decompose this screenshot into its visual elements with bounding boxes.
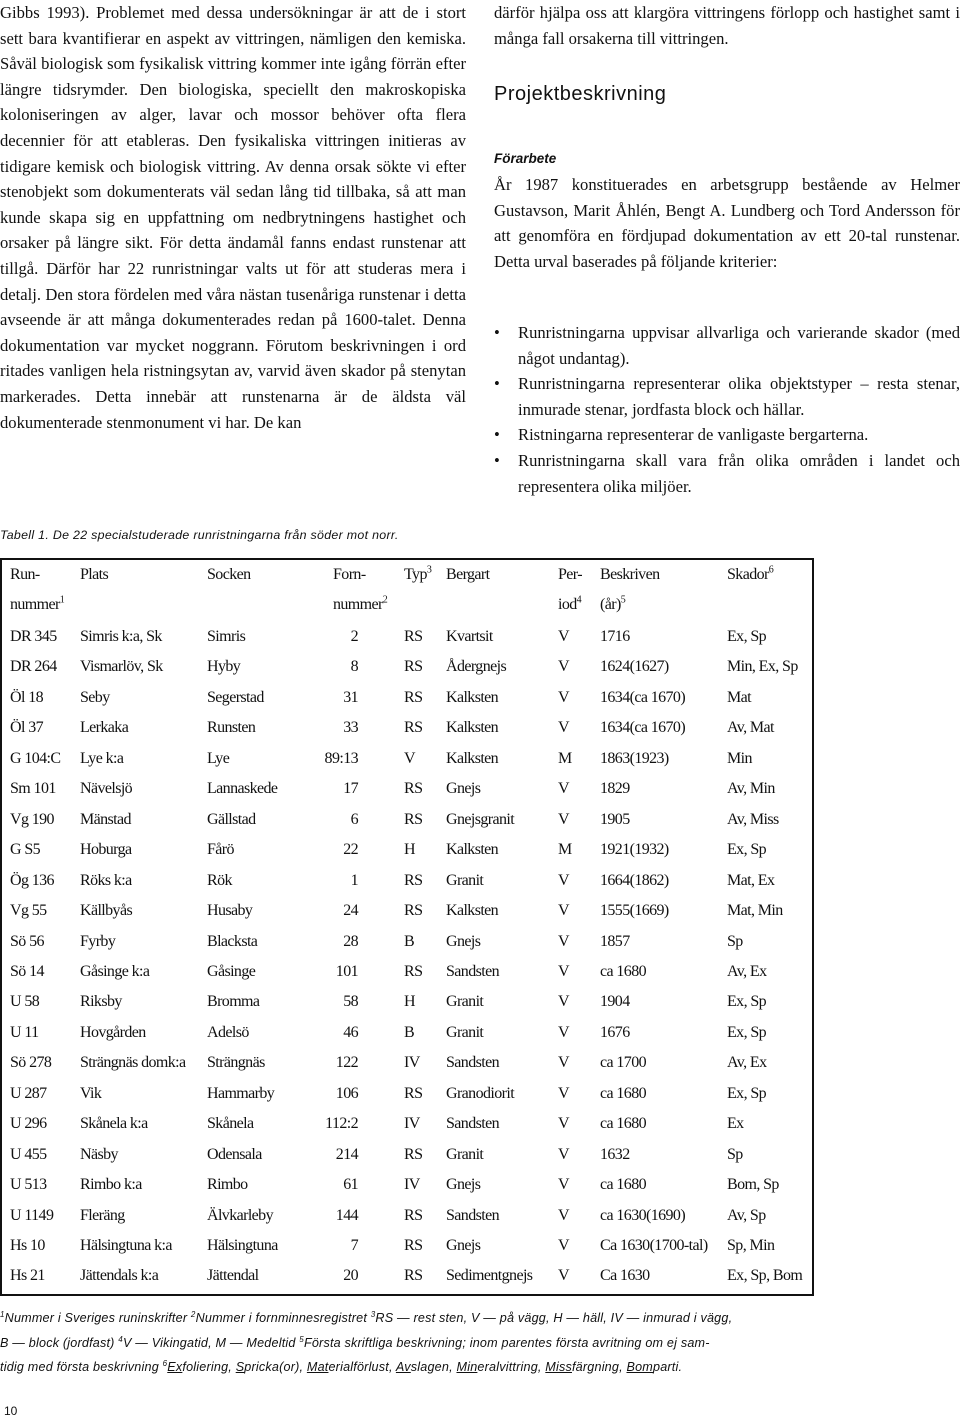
cell-socken: Rök (207, 871, 232, 889)
cell-fornnummer: 122 (335, 1054, 358, 1072)
cell-socken: Skånela (207, 1115, 254, 1133)
cell-skador: Av, Ex (727, 1054, 767, 1072)
cell-fornnummer: 31 (343, 688, 358, 706)
header-skador: Skador$^6$ (727, 564, 774, 583)
cell-bergart: Gnejsgranit (446, 810, 515, 828)
cell-runnummer: U 455 (10, 1145, 47, 1163)
table-row (2, 1231, 812, 1261)
table-row (2, 1018, 812, 1048)
cell-period: V (558, 688, 569, 706)
cell-beskriven: ca 1680 (600, 962, 647, 980)
cell-fornnummer: 58 (343, 993, 358, 1011)
cell-beskriven: 1634(ca 1670) (600, 719, 686, 737)
cell-beskriven: ca 1700 (600, 1054, 647, 1072)
cell-skador: Ex, Sp (727, 628, 767, 645)
cell-typ: RS (404, 1145, 423, 1163)
cell-typ: V (404, 749, 415, 767)
cell-bergart: Kvartsit (446, 628, 493, 645)
cell-typ: B (404, 1023, 415, 1041)
cell-beskriven: 1829 (600, 780, 630, 798)
header-typ: Typ$^3$ (404, 564, 432, 583)
cell-socken: Simris (207, 628, 246, 645)
cell-bergart: Granit (446, 871, 484, 889)
subsection-heading: Förarbete (494, 151, 557, 166)
cell-fornnummer: 106 (335, 1084, 358, 1102)
cell-runnummer: G S5 (10, 841, 41, 859)
cell-plats: Mänstad (80, 810, 131, 828)
cell-period: V (558, 1267, 569, 1285)
cell-beskriven: 1857 (600, 932, 630, 950)
cell-period: V (558, 719, 569, 737)
cell-typ: H (404, 993, 415, 1011)
table-row (2, 835, 812, 865)
cell-period: V (558, 871, 569, 889)
cell-bergart: Granodiorit (446, 1084, 515, 1102)
cell-fornnummer: 46 (343, 1023, 358, 1041)
cell-plats: Vik (80, 1084, 102, 1102)
cell-beskriven: 1863(1923) (600, 749, 669, 767)
cell-beskriven: 1904 (600, 993, 630, 1011)
cell-typ: RS (404, 1084, 423, 1102)
cell-period: V (558, 810, 569, 828)
cell-fornnummer: 89:13 (324, 749, 358, 767)
left-column (0, 0, 466, 435)
table-row (2, 713, 812, 743)
header-beskriven-2: (år)$^5$ (600, 594, 626, 613)
cell-runnummer: U 513 (10, 1176, 47, 1194)
cell-bergart: Gnejs (446, 780, 481, 798)
cell-period: V (558, 902, 569, 920)
cell-bergart: Kalksten (446, 688, 499, 706)
cell-typ: RS (404, 902, 423, 920)
cell-beskriven: 1716 (600, 628, 630, 645)
cell-period: V (558, 993, 569, 1011)
cell-bergart: Sandsten (446, 1054, 499, 1072)
cell-period: V (558, 658, 569, 676)
header-period-2: iod$^4$ (558, 594, 582, 613)
cell-socken: Älvkarleby (207, 1206, 273, 1224)
cell-skador: Mat (727, 688, 751, 706)
cell-socken: Jättendal (207, 1267, 259, 1285)
cell-socken: Hälsingtuna (207, 1237, 278, 1254)
cell-bergart: Sandsten (446, 1206, 499, 1224)
cell-plats: Skånela k:a (80, 1115, 148, 1133)
cell-runnummer: Sö 14 (10, 962, 44, 980)
table-row (2, 1079, 812, 1109)
cell-runnummer: Vg 55 (10, 902, 47, 920)
cell-skador: Min (727, 749, 752, 767)
cell-beskriven: 1664(1862) (600, 871, 669, 889)
cell-beskriven: ca 1680 (600, 1084, 647, 1102)
body-paragraph: Gibbs 1993). Problemet med dessa undersökningar är att de i stort sett bara kvantifierar en aspekt av vittringen, nämligen den kemiska. Såväl biologisk som fysikalisk vittring kommer inte igång förrän efter längre tidsrymder. Den biologiska, speciellt den makroskopiska koloniseringen av alger, lavar och mossor behöver ofta flera decennier för att etableras. Den fysikaliska vittringen initieras av tidigare kemisk och biologisk vittring. Av denna orsak sökte vi efter stenobjekt som dokumenterats väl sedan lång tid tillbaka, så att man kunde skapa sig en uppfattning om nedbrytningens hastighet och orsaker på längre sikt. För detta ändamål fanns endast runstenar att tillgå. Därför har 22 runristningar valts ut för att studeras mera i detalj. Den stora fördelen med våra nästan tusenåriga runstenar i detta avseende är att många dokumenterades redan på 1600-talet. Denna dokumentation var mycket noggrann. Förutom beskrivningen i ord ritades vanligen hela ristningsytan av, varvid även skador på stenytan markerades. Detta innebär att runstenarna är de äldsta väl dokumenterade stenmonument vi har. De kan (0, 3, 466, 432)
forarbete-paragraph: År 1987 konstituerades en arbetsgrupp bestående av Helmer Gustavson, Marit Åhlén, Bengt A. Lundberg och Tord Andersson för att genomföra en fördjupad dokumentation av ett 20-tal runstenar. Detta urval baserades på följande kriterier: (494, 175, 960, 271)
cell-typ: IV (404, 1115, 420, 1133)
footnote-line: tidig med första beskrivning $^6$Exfoliering, Spricka(or), Materialförlust, Avslagen, Mineralvittring, Missfärgning, Bomparti. (0, 1358, 683, 1374)
cell-socken: Blacksta (207, 932, 258, 950)
cell-skador: Av, Mat (727, 719, 774, 737)
table-row (2, 805, 812, 835)
cell-beskriven: Ca 1630 (600, 1267, 650, 1285)
table-row (2, 866, 812, 896)
cell-plats: Näsby (80, 1145, 118, 1163)
cell-period: V (558, 1084, 569, 1102)
cell-bergart: Granit (446, 993, 484, 1011)
cell-typ: RS (404, 1237, 423, 1254)
cell-plats: Källbyås (80, 902, 133, 920)
table-row (2, 622, 812, 652)
cell-period: M (558, 841, 572, 859)
header-period: Per- (558, 566, 582, 583)
cell-beskriven: 1632 (600, 1145, 630, 1163)
cell-runnummer: Sm 101 (10, 780, 56, 798)
cell-bergart: Sandsten (446, 962, 499, 980)
cell-fornnummer: 7 (350, 1237, 358, 1254)
cell-beskriven: 1634(ca 1670) (600, 688, 686, 706)
cell-fornnummer: 112:2 (325, 1115, 358, 1133)
cell-runnummer: Vg 190 (10, 810, 54, 828)
cell-plats: Nävelsjö (80, 780, 133, 798)
cell-typ: IV (404, 1176, 420, 1194)
table-row (2, 927, 812, 957)
cell-bergart: Kalksten (446, 749, 499, 767)
table-row (2, 1261, 812, 1291)
cell-skador: Av, Miss (727, 810, 779, 828)
cell-typ: RS (404, 810, 423, 828)
table-row (2, 957, 812, 987)
cell-runnummer: Öl 18 (10, 688, 44, 706)
cell-beskriven: ca 1680 (600, 1115, 647, 1133)
table-row (2, 1109, 812, 1139)
cell-beskriven: Ca 1630(1700-tal) (600, 1237, 708, 1254)
cell-socken: Runsten (207, 719, 256, 737)
cell-runnummer: Öl 37 (10, 719, 44, 737)
cell-plats: Fyrby (80, 932, 116, 950)
cell-fornnummer: 17 (343, 780, 358, 798)
cell-period: V (558, 962, 569, 980)
cell-beskriven: 1624(1627) (600, 658, 669, 676)
cell-runnummer: Sö 278 (10, 1054, 52, 1072)
cell-runnummer: DR 345 (10, 628, 57, 645)
header-runnummer: Run- (10, 566, 40, 583)
cell-socken: Adelsö (207, 1023, 249, 1041)
cell-fornnummer: 101 (335, 962, 358, 980)
cell-fornnummer: 61 (343, 1176, 358, 1194)
cell-fornnummer: 20 (343, 1267, 358, 1285)
cell-bergart: Gnejs (446, 1176, 481, 1194)
cell-plats: Röks k:a (80, 871, 132, 889)
cell-bergart: Sandsten (446, 1115, 499, 1133)
cell-fornnummer: 22 (343, 841, 358, 859)
cell-typ: IV (404, 1054, 420, 1072)
cell-beskriven: ca 1680 (600, 1176, 647, 1194)
cell-period: V (558, 1206, 569, 1224)
cell-plats: Lye k:a (80, 749, 124, 767)
cell-plats: Hovgården (80, 1023, 146, 1041)
table-row (2, 1048, 812, 1078)
body-paragraph-continued: därför hjälpa oss att klargöra vittringens förlopp och hastighet samt i många fall orsakerna till vittringen. (494, 3, 960, 48)
cell-plats: Strängnäs domk:a (80, 1054, 186, 1072)
cell-beskriven: 1905 (600, 810, 630, 828)
cell-skador: Min, Ex, Sp (727, 658, 798, 676)
cell-bergart: Granit (446, 1145, 484, 1163)
cell-period: V (558, 1054, 569, 1072)
cell-period: V (558, 1145, 569, 1163)
cell-typ: H (404, 841, 415, 859)
footnote-line: B — block (jordfast) $^4$V — Vikingatid, M — Medeltid $^5$Första skriftliga beskrivning; inom parentes första avritning om ej sam- (0, 1334, 710, 1350)
page-number: 10 (4, 1404, 18, 1418)
cell-fornnummer: 2 (350, 628, 358, 645)
cell-skador: Sp (727, 932, 743, 950)
table-row (2, 744, 812, 774)
cell-typ: RS (404, 962, 423, 980)
cell-bergart: Gnejs (446, 1237, 481, 1254)
cell-runnummer: Sö 56 (10, 932, 44, 950)
cell-beskriven: ca 1630(1690) (600, 1206, 686, 1224)
cell-skador: Av, Ex (727, 962, 767, 980)
cell-plats: Vismarlöv, Sk (80, 658, 163, 676)
header-socken: Socken (207, 566, 251, 583)
cell-beskriven: 1921(1932) (600, 841, 669, 859)
cell-fornnummer: 24 (343, 902, 358, 920)
cell-socken: Hammarby (207, 1084, 275, 1102)
cell-beskriven: 1555(1669) (600, 902, 669, 920)
cell-plats: Rimbo k:a (80, 1176, 142, 1194)
cell-typ: RS (404, 1206, 423, 1224)
header-fornnummer-2: nummer$^2$ (333, 594, 388, 613)
cell-skador: Ex, Sp (727, 1084, 767, 1102)
cell-plats: Jättendals k:a (80, 1267, 159, 1285)
cell-skador: Mat, Ex (727, 871, 775, 889)
header-beskriven: Beskriven (600, 566, 660, 583)
cell-socken: Strängnäs (207, 1054, 265, 1072)
table-header-row (2, 560, 812, 590)
cell-runnummer: Ög 136 (10, 871, 54, 889)
criteria-list (494, 320, 960, 499)
cell-typ: RS (404, 688, 423, 706)
cell-plats: Fleräng (80, 1206, 125, 1224)
cell-runnummer: Hs 21 (10, 1267, 45, 1285)
cell-skador: Bom, Sp (727, 1176, 779, 1194)
cell-skador: Sp (727, 1145, 743, 1163)
cell-typ: RS (404, 658, 423, 676)
cell-bergart: Granit (446, 1023, 484, 1041)
cell-runnummer: U 287 (10, 1084, 47, 1102)
cell-skador: Ex, Sp (727, 841, 767, 859)
cell-fornnummer: 144 (335, 1206, 358, 1224)
cell-period: V (558, 1115, 569, 1133)
cell-runnummer: G 104:C (10, 749, 61, 767)
section-heading: Projektbeskrivning (494, 83, 667, 105)
table-row (2, 987, 812, 1017)
cell-socken: Segerstad (207, 688, 264, 706)
cell-period: V (558, 932, 569, 950)
cell-socken: Hyby (207, 658, 241, 676)
cell-period: V (558, 780, 569, 798)
cell-fornnummer: 8 (350, 658, 358, 676)
table-row (2, 1140, 812, 1170)
table-caption: Tabell 1. De 22 specialstuderade runristningarna från söder mot norr. (0, 528, 399, 542)
cell-bergart: Kalksten (446, 841, 499, 859)
cell-runnummer: U 296 (10, 1115, 47, 1133)
table-row (2, 774, 812, 804)
criteria-item: • Runristningarna representerar olika objektstyper – resta stenar, inmurade stenar, jordfasta block och hällar. (494, 371, 960, 422)
footnotes (0, 1306, 830, 1380)
cell-runnummer: DR 264 (10, 658, 57, 676)
cell-runnummer: Hs 10 (10, 1237, 45, 1254)
header-runnummer-2: nummer$^1$ (10, 594, 65, 613)
cell-socken: Fårö (207, 841, 234, 859)
cell-skador: Ex, Sp (727, 993, 767, 1011)
cell-skador: Ex, Sp (727, 1023, 767, 1041)
cell-socken: Gåsinge (207, 962, 256, 980)
cell-fornnummer: 6 (350, 810, 358, 828)
cell-bergart: Kalksten (446, 902, 499, 920)
cell-plats: Hoburga (80, 841, 132, 859)
cell-skador: Av, Sp (727, 1206, 766, 1224)
cell-period: V (558, 1023, 569, 1041)
cell-socken: Odensala (207, 1145, 262, 1163)
header-plats: Plats (80, 566, 109, 583)
cell-skador: Ex (727, 1115, 744, 1133)
cell-period: V (558, 628, 569, 645)
cell-runnummer: U 58 (10, 993, 40, 1011)
cell-typ: RS (404, 719, 423, 737)
cell-socken: Husaby (207, 902, 253, 920)
criteria-item: • Runristningarna skall vara från olika områden i landet och representera olika miljöer. (494, 448, 960, 499)
cell-bergart: Kalksten (446, 719, 499, 737)
cell-plats: Riksby (80, 993, 122, 1011)
cell-period: V (558, 1176, 569, 1194)
cell-typ: RS (404, 628, 423, 645)
header-fornnummer: Forn- (333, 566, 366, 583)
table-row (2, 1201, 812, 1231)
table-row (2, 652, 812, 682)
cell-skador: Av, Min (727, 780, 775, 798)
cell-socken: Bromma (207, 993, 260, 1011)
cell-beskriven: 1676 (600, 1023, 630, 1041)
criteria-item: • Runristningarna uppvisar allvarliga och varierande skador (med något undantag). (494, 320, 960, 371)
cell-typ: RS (404, 871, 423, 889)
cell-typ: RS (404, 1267, 423, 1285)
cell-plats: Seby (80, 688, 110, 706)
cell-typ: RS (404, 780, 423, 798)
cell-skador: Mat, Min (727, 902, 783, 920)
cell-runnummer: U 1149 (10, 1206, 54, 1224)
cell-period: M (558, 749, 572, 767)
cell-fornnummer: 33 (343, 719, 358, 737)
cell-bergart: Ådergnejs (446, 658, 507, 676)
cell-plats: Gåsinge k:a (80, 962, 150, 980)
cell-fornnummer: 214 (335, 1145, 358, 1163)
cell-plats: Simris k:a, Sk (80, 628, 162, 645)
criteria-item: • Ristningarna representerar de vanligaste bergarterna. (494, 422, 960, 448)
cell-skador: Sp, Min (727, 1237, 775, 1254)
cell-bergart: Sedimentgnejs (446, 1267, 533, 1285)
table-row (2, 683, 812, 713)
cell-fornnummer: 28 (343, 932, 358, 950)
table-row (2, 1170, 812, 1200)
runestone-table (0, 558, 814, 1296)
cell-plats: Hälsingtuna k:a (80, 1237, 172, 1254)
cell-socken: Rimbo (207, 1176, 248, 1194)
cell-fornnummer: 1 (350, 871, 358, 889)
footnote-line: $^1$Nummer i Sveriges runinskrifter $^2$Nummer i fornminnesregistret $^3$RS — rest sten, V — på vägg, H — häll, IV — inmurad i vägg, (0, 1309, 733, 1325)
cell-socken: Gällstad (207, 810, 256, 828)
table-header-row-2 (2, 590, 812, 620)
cell-socken: Lye (207, 749, 230, 767)
cell-period: V (558, 1237, 569, 1254)
cell-typ: B (404, 932, 415, 950)
header-bergart: Bergart (446, 566, 490, 583)
cell-skador: Ex, Sp, Bom (727, 1267, 803, 1285)
cell-plats: Lerkaka (80, 719, 129, 737)
cell-runnummer: U 11 (10, 1023, 39, 1041)
cell-socken: Lannaskede (207, 780, 278, 798)
table-row (2, 896, 812, 926)
cell-bergart: Gnejs (446, 932, 481, 950)
